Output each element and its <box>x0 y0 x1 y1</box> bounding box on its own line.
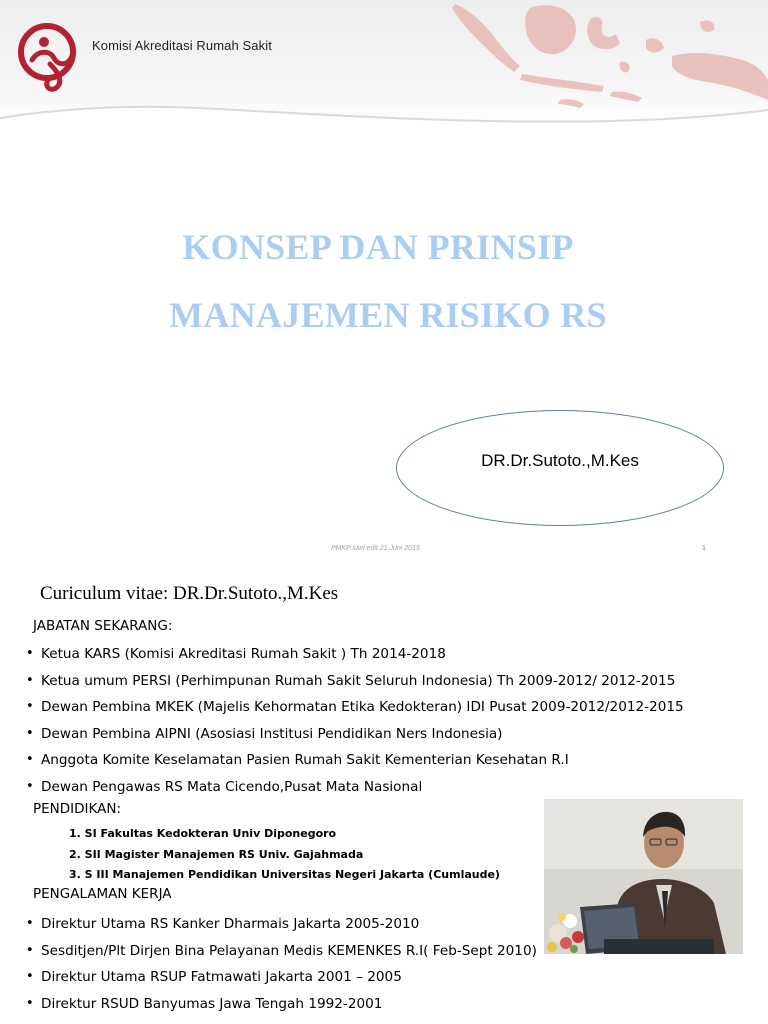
author-name: DR.Dr.Sutoto.,M.Kes <box>481 451 639 470</box>
cv-title: Curiculum vitae: DR.Dr.Sutoto.,M.Kes <box>40 583 339 604</box>
list-item: • Ketua KARS (Komisi Akreditasi Rumah Sakit ) Th 2014-2018 <box>26 641 684 668</box>
slide-title-line-2: MANAJEMEN RISIKO RS <box>169 295 607 335</box>
jabatan-heading: JABATAN SEKARANG: <box>33 618 173 634</box>
pengalaman-list <box>26 911 537 1017</box>
list-item: • Dewan Pembina AIPNI (Asosiasi Institusi Pendidikan Ners Indonesia) <box>26 721 684 748</box>
organization-name: Komisi Akreditasi Rumah Sakit <box>92 38 272 53</box>
list-item: • Sesditjen/Plt Dirjen Bina Pelayanan Medis KEMENKES R.I( Feb-Sept 2010) <box>26 938 537 965</box>
author-oval <box>396 410 724 526</box>
pendidikan-heading: PENDIDIKAN: <box>33 801 122 817</box>
author-photo <box>544 799 743 954</box>
cv-slide <box>0 568 768 1024</box>
pengalaman-heading: PENGALAMAN KERJA <box>33 886 172 902</box>
slide-page-number: 1 <box>702 545 706 552</box>
kars-logo <box>14 20 80 92</box>
header-banner <box>0 0 768 150</box>
list-item: 1. SI Fakultas Kedokteran Univ Diponegoro <box>69 827 337 840</box>
slide-footer: PMKP luwi edit 21 Juni 2015 <box>331 545 420 552</box>
list-item: • Direktur Utama RSUP Fatmawati Jakarta 2001 – 2005 <box>26 964 537 991</box>
jabatan-list <box>26 641 684 800</box>
list-item: • Direktur Utama RS Kanker Dharmais Jakarta 2005-2010 <box>26 911 537 938</box>
list-item: • Ketua umum PERSI (Perhimpunan Rumah Sakit Seluruh Indonesia) Th 2009-2012/ 2012-2015 <box>26 668 684 695</box>
list-item: • Anggota Komite Keselamatan Pasien Rumah Sakit Kementerian Kesehatan R.I <box>26 747 684 774</box>
list-item: • Dewan Pembina MKEK (Majelis Kehormatan Etika Kedokteran) IDI Pusat 2009-2012/2012-2015 <box>26 694 684 721</box>
list-item: 3. S III Manajemen Pendidikan Universitas Negeri Jakarta (Cumlaude) <box>69 868 500 881</box>
list-item: • Dewan Pengawas RS Mata Cicendo,Pusat Mata Nasional <box>26 774 684 801</box>
list-item: • Direktur RSUD Banyumas Jawa Tengah 1992-2001 <box>26 991 537 1018</box>
slide-title-line-1: KONSEP DAN PRINSIP <box>182 227 574 267</box>
list-item: 2. SII Magister Manajemen RS Univ. Gajahmada <box>69 847 364 861</box>
pendidikan-list <box>69 824 500 886</box>
